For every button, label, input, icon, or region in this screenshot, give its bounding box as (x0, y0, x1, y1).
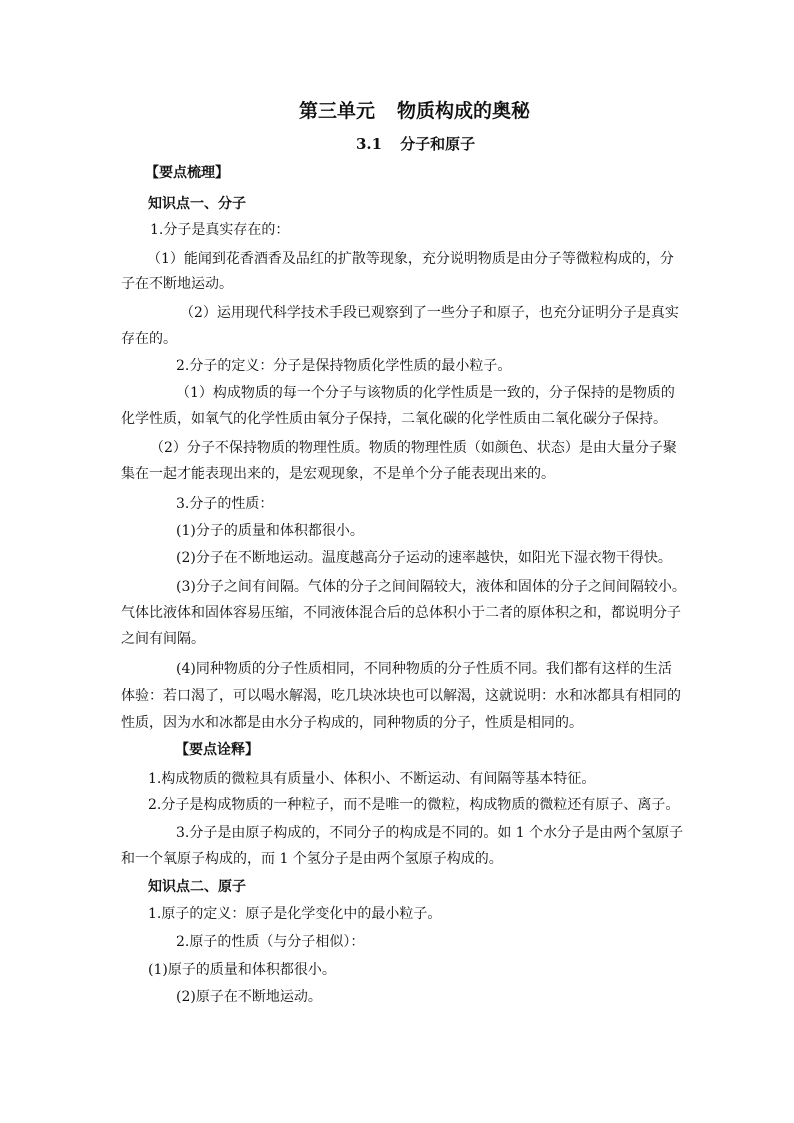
paragraph: 2.原子的性质（与分子相似）： (176, 934, 365, 950)
section-heading-review: 【要点梳理】 (145, 165, 229, 181)
title-name: 物质构成的奥秘 (397, 100, 531, 122)
section-heading-explain: 【要点诠释】 (175, 742, 259, 758)
paragraph: 和一个氧原子构成的，而 1 个氢分子是由两个氢原子构成的。 (121, 851, 503, 867)
paragraph: (2)原子在不断地运动。 (176, 989, 322, 1005)
page-title (299, 98, 530, 124)
knowledge-point-2-heading: 知识点二、原子 (148, 879, 246, 895)
paragraph: (4)同种物质的分子性质相同，不同种物质的分子性质不同。我们都有这样的生活 (176, 661, 672, 677)
subtitle-number: 3.1 (356, 135, 383, 153)
paragraph: (3)分子之间有间隔。气体的分子之间间隔较大，液体和固体的分子之间间隔较小。 (176, 579, 686, 595)
paragraph: 1.分子是真实存在的： (150, 222, 290, 238)
paragraph: (1)分子的质量和体积都很小。 (176, 523, 364, 539)
paragraph: （2）分子不保持物质的物理性质。物质的物理性质（如颜色、状态）是由大量分子聚 (150, 440, 677, 456)
paragraph: (1)原子的质量和体积都很小。 (148, 962, 336, 978)
paragraph: 集在一起才能表现出来的，是宏观现象，不是单个分子能表现出来的。 (121, 466, 555, 482)
subtitle-name: 分子和原子 (400, 135, 476, 153)
paragraph: 3.分子是由原子构成的，不同分子的构成是不同的。如 1 个水分子是由两个氢原子 (176, 825, 684, 841)
paragraph: 2.分子是构成物质的一种粒子，而不是唯一的微粒，构成物质的微粒还有原子、离子。 (148, 797, 680, 813)
paragraph: 1.原子的定义：原子是化学变化中的最小粒子。 (148, 906, 442, 922)
paragraph: 体验：若口渴了，可以喝水解渴，吃几块冰块也可以解渴，这就说明：水和冰都具有相同的 (121, 688, 681, 704)
paragraph: （1）构成物质的每一个分子与该物质的化学性质是一致的，分子保持的是物质的 (176, 385, 675, 401)
title-unit: 第三单元 (299, 100, 376, 122)
paragraph: (2)分子在不断地运动。温度越高分子运动的速率越快，如阳光下湿衣物干得快。 (176, 550, 672, 566)
paragraph: 之间有间隔。 (121, 631, 205, 647)
section-subtitle (356, 134, 475, 154)
paragraph: 存在的。 (121, 331, 177, 347)
paragraph: （2）运用现代科学技术手段已观察到了一些分子和原子，也充分证明分子是真实 (180, 305, 679, 321)
paragraph: 1.构成物质的微粒具有质量小、体积小、不断运动、有间隔等基本特征。 (148, 771, 596, 787)
paragraph: 子在不断地运动。 (121, 276, 233, 292)
paragraph: 化学性质，如氧气的化学性质由氧分子保持，二氧化碳的化学性质由二氧化碳分子保持。 (121, 411, 667, 427)
paragraph: 2.分子的定义：分子是保持物质化学性质的最小粒子。 (176, 358, 512, 374)
paragraph: 气体比液体和固体容易压缩，不同液体混合后的总体积小于二者的原体积之和，都说明分子 (121, 605, 681, 621)
paragraph: 性质，因为水和冰都是由水分子构成的，同种物质的分子，性质是相同的。 (121, 715, 583, 731)
paragraph: （1）能闻到花香酒香及品红的扩散等现象，充分说明物质是由分子等微粒构成的，分 (147, 251, 674, 267)
knowledge-point-1-heading: 知识点一、分子 (148, 196, 246, 212)
paragraph: 3.分子的性质： (176, 496, 274, 512)
